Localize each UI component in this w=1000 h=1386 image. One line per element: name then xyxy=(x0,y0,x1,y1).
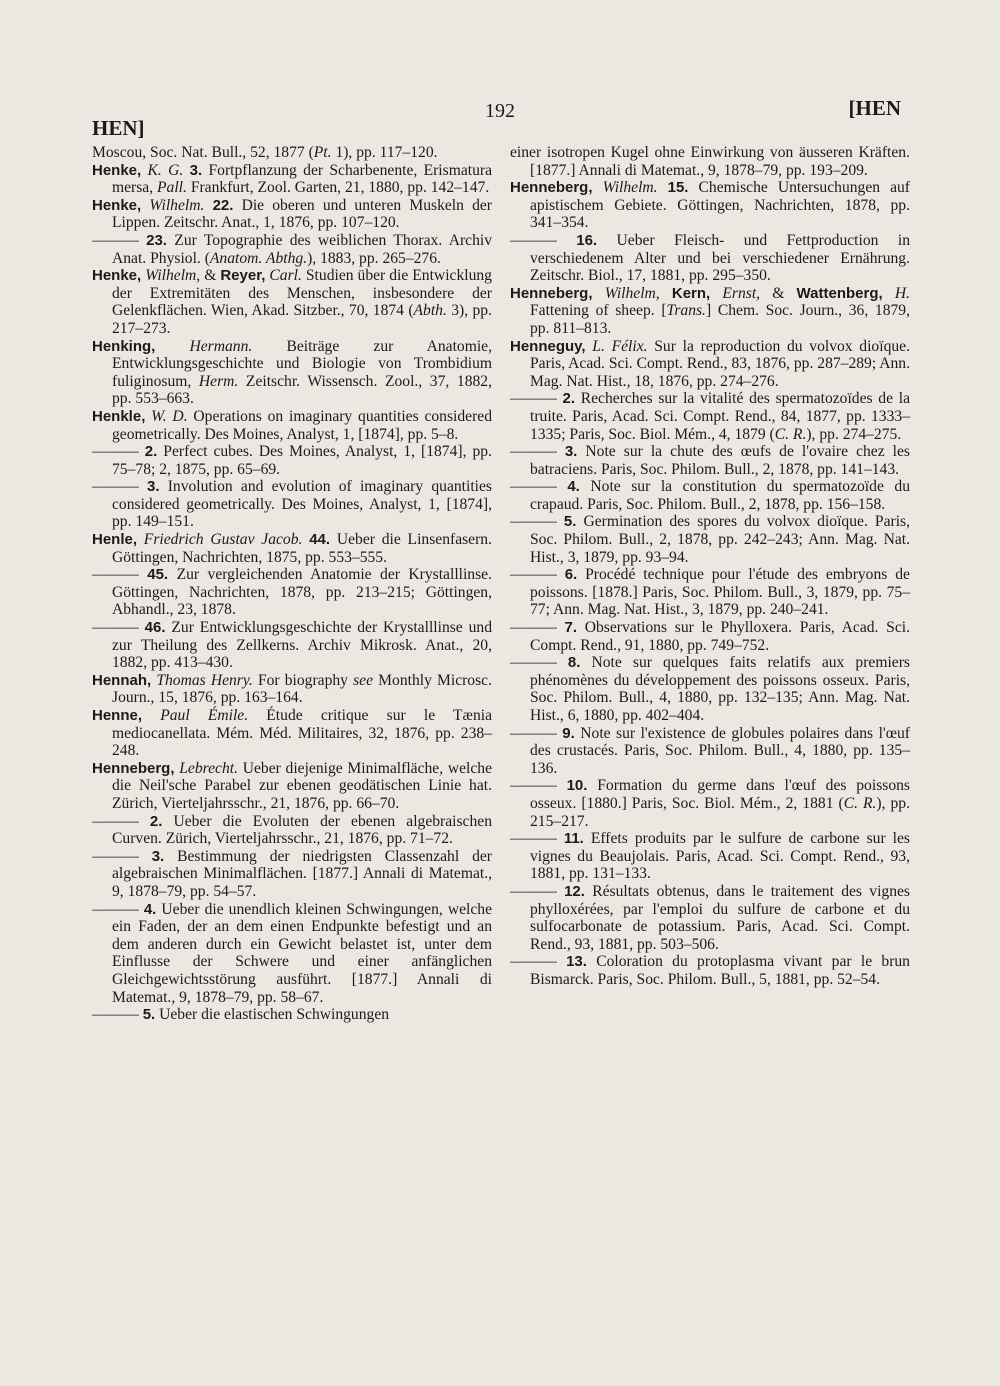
bibliography-entry: ——— 11. Effets produits par le sulfure de carbone sur les vignes du Beaujolais. Paris, Acad. Sci. Compt. Rend., 93, 1881, pp. 131–133. xyxy=(510,830,910,883)
bibliography-entry: Henking, Hermann. Beiträge zur Anatomie, Entwicklungsgeschichte und Biologie von Trombidium fuliginosum, Herm. Zeitschr. Wissensch. Zool., 37, 1882, pp. 553–663. xyxy=(92,337,492,408)
right-column xyxy=(510,144,910,989)
bibliography-entry: Henkle, W. D. Operations on imaginary quantities considered geometrically. Des Moines, Analyst, 1, [1874], pp. 5–8. xyxy=(92,407,493,443)
bibliography-entry: ——— 13. Coloration du protoplasma vivant par le brun Bismarck. Paris, Soc. Philom. Bull., 5, 1881, pp. 52–54. xyxy=(510,953,910,988)
left-column xyxy=(92,144,492,1024)
bibliography-entry: ——— 46. Zur Entwicklungsgeschichte der Krystalllinse und zur Theilung des Zellkerns. Archiv Mikrosk. Anat., 20, 1882, pp. 413–430. xyxy=(92,619,492,672)
bibliography-entry: ——— 9. Note sur l'existence de globules polaires dans l'œuf des crustacés. Paris, Soc. Philom. Bull., 4, 1880, pp. 135–136. xyxy=(510,724,910,777)
bibliography-entry: ——— 2. Recherches sur la vitalité des spermatozoïdes de la truite. Paris, Acad. Sci. Compt. Rend., 84, 1877, pp. 1333–1335; Paris, Soc. Biol. Mém., 4, 1879 (C. R.), pp. 274–275. xyxy=(510,390,910,443)
bibliography-entry: Henke, Wilhelm, & Reyer, Carl. Studien über die Entwicklung der Extremitäten des Menschen, insbesondere der Gelenkflächen. Wien, Akad. Sitzber., 70, 1874 (Abth. 3), pp. 217–273. xyxy=(92,267,492,337)
bibliography-entry: ——— 4. Ueber die unendlich kleinen Schwingungen, welche ein Faden, der an dem einen Endpunkte befestigt und an dem anderen durch ein Gewicht belastet ist, unter dem Einflusse der Schwere und einer anfänglichen Gleichgewichtsstörung ausführt. [1877.] Annali di Matemat., 9, 1878–79, pp. 58–67. xyxy=(92,900,492,1006)
bibliography-entry: Henne, Paul Émile. Étude critique sur le Tænia mediocanellata. Mém. Méd. Militaires, 32, 1876, pp. 238–248. xyxy=(92,707,493,760)
bibliography-entry: ——— 10. Formation du germe dans l'œuf des poissons osseux. [1880.] Paris, Soc. Biol. Mém., 2, 1881 (C. R.), pp. 215–217. xyxy=(510,777,910,830)
bibliography-entry: ——— 4. Note sur la constitution du spermatozoïde du crapaud. Paris, Soc. Philom. Bull., 2, 1878, pp. 156–158. xyxy=(510,478,910,513)
bibliography-entry: Henneguy, L. Félix. Sur la reproduction du volvox dioïque. Paris, Acad. Sci. Compt. Rend., 83, 1876, pp. 287–289; Ann. Mag. Nat. Hist., 18, 1876, pp. 274–276. xyxy=(510,337,910,390)
bibliography-entry: Hennah, Thomas Henry. For biography see Monthly Microsc. Journ., 15, 1876, pp. 163–164. xyxy=(92,671,492,707)
bibliography-entry: ——— 7. Observations sur le Phylloxera. Paris, Acad. Sci. Compt. Rend., 91, 1880, pp. 749–752. xyxy=(510,619,910,654)
bibliography-entry: Henke, K. G. 3. Fortpflanzung der Scharbenente, Erismatura mersa, Pall. Frankfurt, Zool. Garten, 21, 1880, pp. 142–147. xyxy=(92,161,492,197)
bibliography-entry: ——— 45. Zur vergleichenden Anatomie der Krystalllinse. Göttingen, Nachrichten, 1878, pp. 213–215; Göttingen, Abhandl., 23, 1878. xyxy=(92,566,492,619)
bibliography-entry: Henke, Wilhelm. 22. Die oberen und unteren Muskeln der Lippen. Zeitschr. Anat., 1, 1876, pp. 107–120. xyxy=(92,196,492,232)
bibliography-entry: Henle, Friedrich Gustav Jacob. 44. Ueber die Linsenfasern. Göttingen, Nachrichten, 1875, pp. 553–555. xyxy=(92,531,492,566)
bibliography-entry: Henneberg, Wilhelm, Kern, Ernst, & Wattenberg, H. Fattening of sheep. [Trans.] Chem. Soc. Journ., 36, 1879, pp. 811–813. xyxy=(510,284,911,337)
bibliography-entry: ——— 2. Perfect cubes. Des Moines, Analyst, 1, [1874], pp. 75–78; 2, 1875, pp. 65–69. xyxy=(92,443,492,478)
bibliography-entry: ——— 5. Germination des spores du volvox dioïque. Paris, Soc. Philom. Bull., 2, 1878, pp. 242–243; Ann. Mag. Nat. Hist., 3, 1879, pp. 93–94. xyxy=(510,513,910,566)
bibliography-entry: ——— 3. Bestimmung der niedrigsten Classenzahl der algebraischen Minimalflächen. [1877.] Annali di Matemat., 9, 1878–79, pp. 54–57. xyxy=(92,847,492,900)
page-number: 192 xyxy=(485,100,515,122)
bibliography-entry: ——— 2. Ueber die Evoluten der ebenen algebraischen Curven. Zürich, Vierteljahrsschr., 21, 1876, pp. 71–72. xyxy=(92,812,492,848)
bibliography-entry: Henneberg, Wilhelm. 15. Chemische Untersuchungen auf apistischem Gebiete. Göttingen, Nachrichten, 1878, pp. 341–354. xyxy=(510,179,910,232)
bibliography-entry: ——— 5. Ueber die elastischen Schwingungen xyxy=(92,1006,390,1024)
header-right-guide-word: [HEN xyxy=(848,96,901,120)
bibliography-entry: ——— 12. Résultats obtenus, dans le traitement des vignes phylloxérées, par l'emploi du sulfure de carbone et du sulfocarbonate de potassium. Paris, Acad. Sci. Compt. Rend., 93, 1881, pp. 503–506. xyxy=(510,882,910,953)
bibliography-entry: ——— 3. Note sur la chute des œufs de l'ovaire chez les batraciens. Paris, Soc. Philom. Bull., 2, 1878, pp. 141–143. xyxy=(510,443,910,478)
bibliography-entry: ——— 8. Note sur quelques faits relatifs aux premiers phénomènes du développement des poissons osseux. Paris, Soc. Philom. Bull., 4, 1880, pp. 132–135; Ann. Mag. Nat. Hist., 6, 1880, pp. 402–404. xyxy=(510,654,910,724)
bibliography-entry: Henneberg, Lebrecht. Ueber diejenige Minimalfläche, welche die Neil'sche Parabel zur ebenen geodätischen Linie hat. Zürich, Vierteljahrsschr., 21, 1876, pp. 66–70. xyxy=(92,759,492,812)
running-header xyxy=(0,96,1000,140)
bibliography-entry: ——— 16. Ueber Fleisch- und Fettproduction in verschiedenem Alter und bei verschiedener Ernährung. Zeitschr. Biol., 17, 1881, pp. 295–350. xyxy=(510,231,910,285)
bibliography-entry: ——— 6. Procédé technique pour l'étude des embryons de poissons. [1878.] Paris, Soc. Philom. Bull., 3, 1879, pp. 75–77; Ann. Mag. Nat. Hist., 3, 1879, pp. 240–241. xyxy=(510,566,910,619)
header-left-guide-word: HEN] xyxy=(92,116,145,140)
bibliography-entry: ——— 23. Zur Topographie des weiblichen Thorax. Archiv Anat. Physiol. (Anatom. Abthg.), 1883, pp. 265–276. xyxy=(92,231,492,267)
bibliography-entry: Moscou, Soc. Nat. Bull., 52, 1877 (Pt. 1), pp. 117–120. xyxy=(92,144,438,161)
bibliography-entry: einer isotropen Kugel ohne Einwirkung von äusseren Kräften. [1877.] Annali di Matemat., 9, 1878–79, pp. 193–209. xyxy=(510,144,910,179)
bibliography-entry: ——— 3. Involution and evolution of imaginary quantities considered geometrically. Des Moines, Analyst, 1, [1874], pp. 149–151. xyxy=(92,478,492,531)
